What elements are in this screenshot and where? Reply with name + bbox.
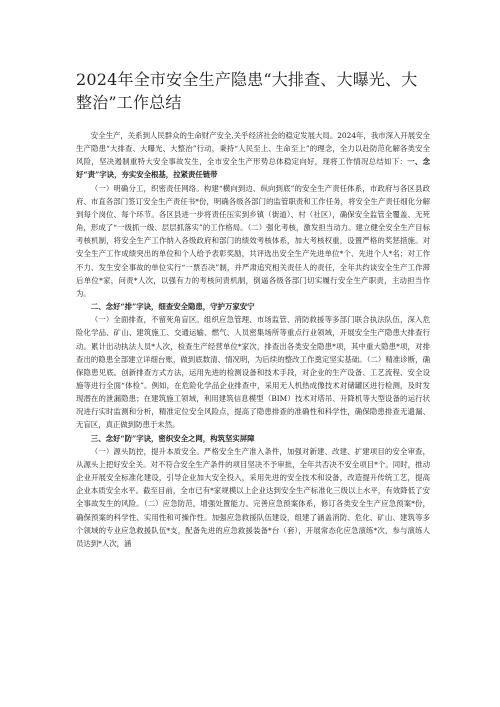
section-3-paragraph: （一）源头防控，提升本质安全。严格安全生产准入条件，加强对新建、改建、扩建项目的安全审查，从源头上把好安全关。对不符合安全生产条件的项目坚决不予审批，全年共否决不安全项目*个。同时，推动企业开展安全标准化建设，引导企业加大安全投入，采用先进的安全技术和设备，改造提升传统工艺，提高企业本质安全水平。截至目前，全市已有*家规模以上企业达到安全生产标准化三级以上水平，有效降低了安全事故发生的风险。（二）应急防范，增强处置能力。完善应急预案体系，修订各类安全生产应急预案*份，确保预案的科学性、实用性和可操作性。加强应急救援队伍建设，组建了涵盖消防、危化、矿山、建筑等多个领域的专业应急救援队伍*支，配备先进的应急救援装备*台（套），开展常态化应急演练*次，参与演练人员达到*人次，涵 <box>76 446 430 548</box>
document-title: 2024年全市安全生产隐患“大排查、大曝光、大整治”工作总结 <box>76 70 418 112</box>
section-1-paragraph: （一）明确分工，织密责任网络。构建“横向到边、纵向到底”的安全生产责任体系，市政府与各区县政府、市直各部门签订安全生产责任书*份，明确各级各部门的监管职责和工作任务，将安全生产责任细化分解到每个岗位、每个环节。各区县进一步将责任压实到乡镇（街道）、村（社区），确保安全监管全覆盖、无死角，形成了“一级抓一级、层层抓落实”的工作格局。（二）强化考核，激发担当动力。建立健全安全生产目标考核机制，将安全生产工作纳入各级政府和部门的绩效考核体系，加大考核权重，设置严格的奖惩措施。对安全生产工作成绩突出的单位和个人给予表彰奖励，共评选出安全生产先进单位*个、先进个人*名；对工作不力、发生安全事故的单位实行“一票否决”制，并严肃追究相关责任人的责任，全年共约谈安全生产工作滞后单位*家，问责*人次，以强有力的考核问责机制，倒逼各级各部门切实履行安全生产职责，主动担当作为。 <box>76 183 430 298</box>
document-body <box>76 129 430 550</box>
section-heading-2 <box>76 300 430 313</box>
section-2-paragraph: （一）全面排查，不留死角盲区。组织应急管理、市场监管、消防救援等多部门联合执法队伍，深入危险化学品、矿山、建筑施工、交通运输、燃气、人员密集场所等重点行业领域，开展安全生产隐患大排查行动。累计出动执法人员*人次，检查生产经营单位*家次，排查出各类安全隐患*项，其中重大隐患*项，对排查出的隐患全部建立详细台账，做到底数清、情况明，为后续的整改工作奠定坚实基础。（二）精准诊断，确保隐患见底。创新排查方式方法，运用先进的检测设备和技术手段，对企业的生产设备、工艺流程、安全设施等进行全面“体检”。例如，在危险化学品企业排查中，采用无人机热成像技术对储罐区进行检测，及时发现潜在的泄漏隐患；在建筑施工领域，利用建筑信息模型（BIM）技术对塔吊、升降机等大型设备的运行状况进行实时监测和分析，精准定位安全风险点，提高了隐患排查的准确性和科学性，确保隐患排查无遗漏、无盲区，真正做到防患于未然。 <box>76 315 430 430</box>
section-heading-3 <box>76 432 430 445</box>
section-heading-2-text: 二、念好“排”字诀，细查安全隐患，守护万家安宁 <box>90 302 255 312</box>
section-heading-1: 一、念好“责”字诀，夯实安全根基，拉紧责任链带 <box>76 157 430 180</box>
section-heading-3-text: 三、念好“防”字诀，密织安全之网，构筑坚实屏障 <box>90 433 255 443</box>
intro-text: 安全生产，关系到人民群众的生命财产安全,关乎经济社会的稳定发展大局。2024年，我市深入开展安全生产隐患“大排查、大曝光、大整治”行动，秉持“人民至上、生命至上”的理念，全力以赴防范化解各类安全风险，坚决遏制重特大安全事故发生，全市安全生产形势总体稳定向好，现将工作情况总结如下： <box>76 131 430 167</box>
intro-paragraph <box>76 129 430 182</box>
